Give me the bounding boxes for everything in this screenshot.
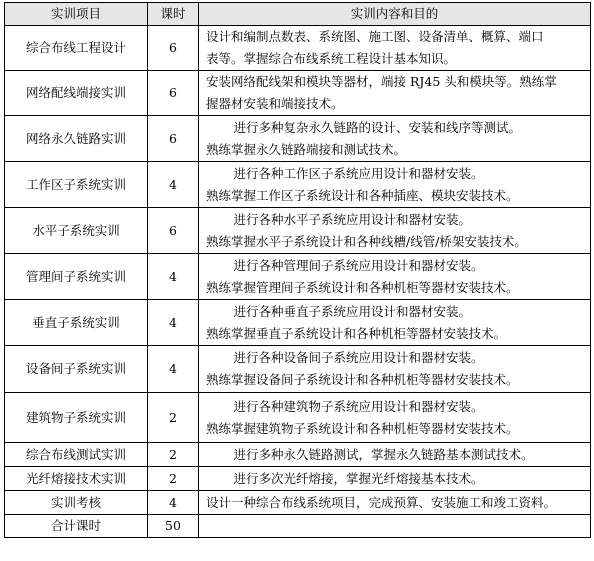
table-row: [5, 208, 591, 254]
content-line: 进行多种永久链路测试，掌握永久链路基本测试技术。: [233, 446, 534, 462]
hours-cell: 2: [148, 393, 199, 443]
content-line: 进行各种管理间子系统应用设计和器材安装。: [233, 257, 484, 273]
content-line: 握器材安装和端接技术。: [206, 96, 344, 111]
content-line: 设计一种综合布线系统项目，完成预算、安装施工和竣工资料。: [206, 494, 557, 510]
table-row: [5, 254, 591, 300]
hours-cell: 4: [148, 346, 199, 393]
table-row: [5, 162, 591, 208]
project-name-cell: 建筑物子系统实训: [5, 393, 148, 443]
content-line: 熟练掌握设备间子系统设计和各种机柜等器材安装技术。: [206, 372, 519, 387]
project-name-cell: 管理间子系统实训: [5, 254, 148, 300]
content-line: 熟练掌握垂直子系统设计和各种机柜等器材安装技术。: [206, 325, 507, 341]
content-cell: [199, 162, 591, 208]
content-line: 进行各种工作区子系统应用设计和器材安装。: [233, 165, 484, 181]
content-line: 进行各种水平子系统应用设计和器材安装。: [233, 211, 472, 227]
header-hours: 课时: [148, 3, 199, 26]
table-row: [5, 467, 591, 491]
table-row: [5, 26, 591, 71]
table-row: [5, 443, 591, 467]
content-cell: [199, 515, 591, 538]
project-name-cell: 垂直子系统实训: [5, 300, 148, 346]
content-cell: [199, 467, 591, 491]
table-body: [5, 26, 591, 538]
content-line: 安装网络配线架和模块等器材，端接 RJ45 头和模块等。熟练掌: [206, 74, 557, 89]
content-cell: [199, 393, 591, 443]
project-name-cell: 合计课时: [5, 515, 148, 538]
project-name-cell: 工作区子系统实训: [5, 162, 148, 208]
header-project: 实训项目: [5, 3, 148, 26]
hours-cell: 4: [148, 300, 199, 346]
table-header-row: [5, 3, 591, 26]
project-name-cell: 网络永久链路实训: [5, 116, 148, 162]
content-cell: [199, 26, 591, 71]
content-line: 进行多种复杂永久链路的设计、安装和线序等测试。: [233, 119, 522, 135]
project-name-cell: 设备间子系统实训: [5, 346, 148, 393]
content-cell: [199, 71, 591, 116]
hours-cell: 50: [148, 515, 199, 538]
content-line: 设计和编制点数表、系统图、施工图、设备清单、概算、端口: [206, 29, 544, 44]
training-course-table: [4, 2, 591, 538]
table-row: [5, 116, 591, 162]
content-line: 表等。掌握综合布线系统工程设计基本知识。: [206, 51, 457, 66]
table-row: [5, 300, 591, 346]
hours-cell: 6: [148, 116, 199, 162]
hours-cell: 4: [148, 254, 199, 300]
content-line: 熟练掌握工作区子系统设计和各种插座、模块安装技术。: [206, 187, 519, 203]
hours-cell: 6: [148, 26, 199, 71]
table-row: [5, 71, 591, 116]
project-name-cell: 光纤熔接技术实训: [5, 467, 148, 491]
hours-cell: 2: [148, 467, 199, 491]
content-line: 进行多次光纤熔接，掌握光纤熔接基本技术。: [233, 470, 484, 486]
content-line: 进行各种建筑物子系统应用设计和器材安装。: [233, 398, 484, 414]
content-line: 进行各种垂直子系统应用设计和器材安装。: [233, 303, 472, 319]
hours-cell: 2: [148, 443, 199, 467]
content-line: 熟练掌握永久链路端接和测试技术。: [206, 141, 407, 157]
project-name-cell: 网络配线端接实训: [5, 71, 148, 116]
header-content: 实训内容和目的: [199, 3, 591, 26]
hours-cell: 6: [148, 71, 199, 116]
content-cell: [199, 491, 591, 515]
hours-cell: 4: [148, 162, 199, 208]
content-line: 熟练掌握管理间子系统设计和各种机柜等器材安装技术。: [206, 279, 519, 295]
content-cell: [199, 116, 591, 162]
content-cell: [199, 443, 591, 467]
content-line: 进行各种设备间子系统应用设计和器材安装。: [233, 350, 484, 365]
table-row: [5, 393, 591, 443]
project-name-cell: 实训考核: [5, 491, 148, 515]
hours-cell: 6: [148, 208, 199, 254]
content-cell: [199, 254, 591, 300]
hours-cell: 4: [148, 491, 199, 515]
content-line: 熟练掌握建筑物子系统设计和各种机柜等器材安装技术。: [206, 420, 519, 436]
project-name-cell: 综合布线工程设计: [5, 26, 148, 71]
content-cell: [199, 300, 591, 346]
content-cell: [199, 346, 591, 393]
table-row: [5, 515, 591, 538]
project-name-cell: 水平子系统实训: [5, 208, 148, 254]
content-cell: [199, 208, 591, 254]
table-row: [5, 491, 591, 515]
project-name-cell: 综合布线测试实训: [5, 443, 148, 467]
content-line: 熟练掌握水平子系统设计和各种线槽/线管/桥架安装技术。: [206, 233, 527, 249]
table-row: [5, 346, 591, 393]
